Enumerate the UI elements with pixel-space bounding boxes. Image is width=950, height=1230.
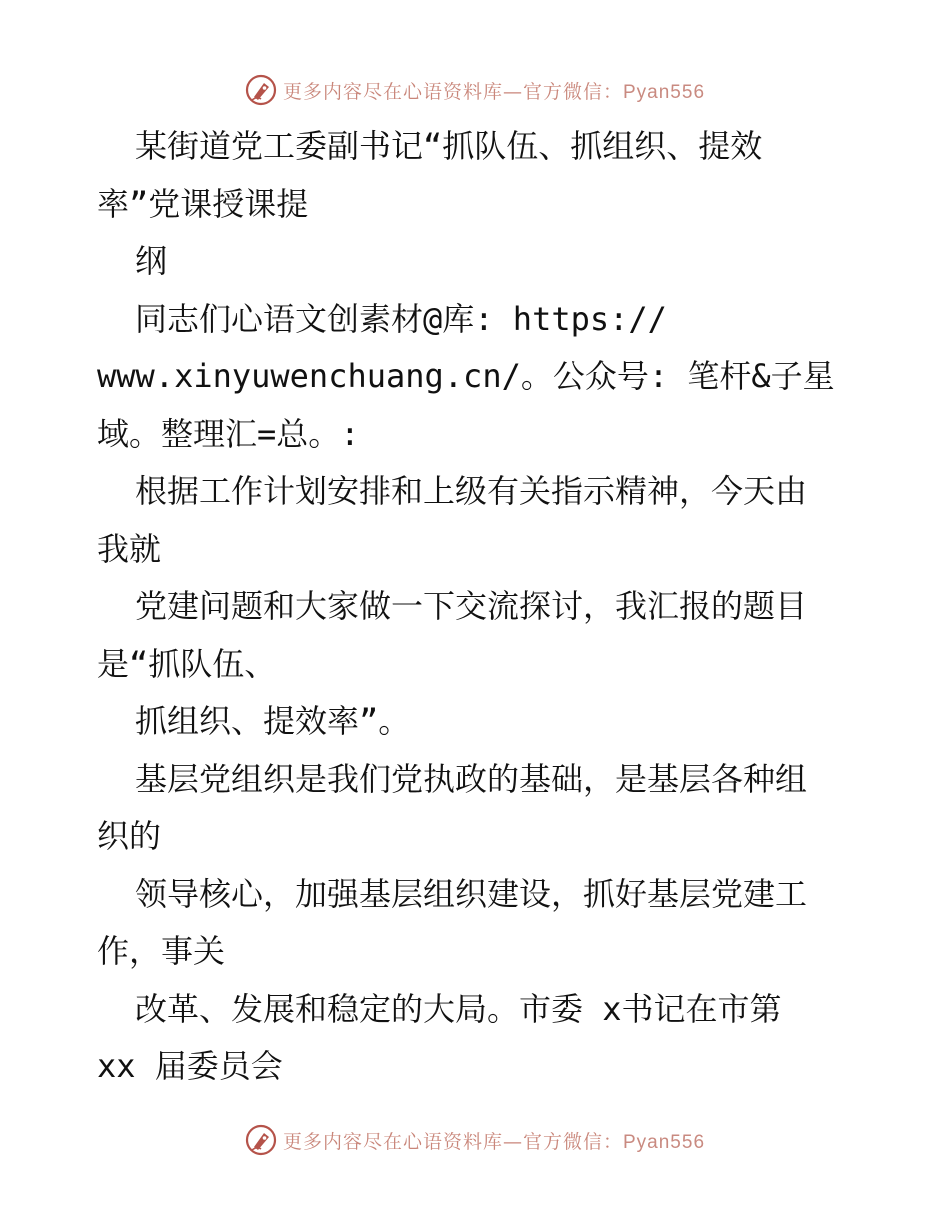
pen-nib-logo-icon: [245, 74, 277, 106]
body-line: 基层党组织是我们党执政的基础，是基层各种组: [135, 759, 808, 798]
pen-nib-logo-icon: [245, 1124, 277, 1156]
body-line: xx 届委员会: [97, 1047, 283, 1085]
body-line: 改革、发展和稳定的大局。市委 x书记在市第: [135, 989, 782, 1028]
body-line: 域。整理汇=总。:: [97, 414, 360, 453]
body-line: 党建问题和大家做一下交流探讨，我汇报的题目: [135, 587, 808, 625]
footer-banner: [0, 1120, 950, 1160]
header-banner-text: [283, 77, 705, 104]
header-banner-label: 更多内容尽在心语资料库—官方微信：: [282, 80, 623, 103]
body-line: 是“抓队伍、: [97, 644, 277, 683]
body-line: 纲: [135, 242, 168, 280]
body-line: 某街道党工委副书记“抓队伍、抓组织、提效: [135, 127, 763, 165]
footer-banner-label: 更多内容尽在心语资料库—官方微信：: [282, 1130, 623, 1153]
body-line: 根据工作计划安排和上级有关指示精神，今天由: [135, 472, 808, 510]
header-banner-account: Pyan556: [623, 81, 706, 103]
document-body: [97, 118, 857, 1096]
body-line: 我就: [97, 529, 162, 568]
body-line: 领导核心，加强基层组织建设，抓好基层党建工: [135, 874, 808, 913]
body-line: 作，事关: [97, 932, 226, 970]
body-line: 织的: [97, 817, 162, 855]
body-line: 率”党课授课提: [97, 184, 309, 223]
body-line: 同志们心语文创素材@库: https://: [135, 299, 667, 338]
body-line: 抓组织、提效率”。: [135, 702, 411, 740]
body-line: www.xinyuwenchuang.cn/。公众号: 笔杆&子星: [97, 357, 835, 395]
footer-banner-account: Pyan556: [623, 1131, 706, 1153]
footer-banner-text: [283, 1127, 705, 1154]
header-banner: [0, 70, 950, 110]
